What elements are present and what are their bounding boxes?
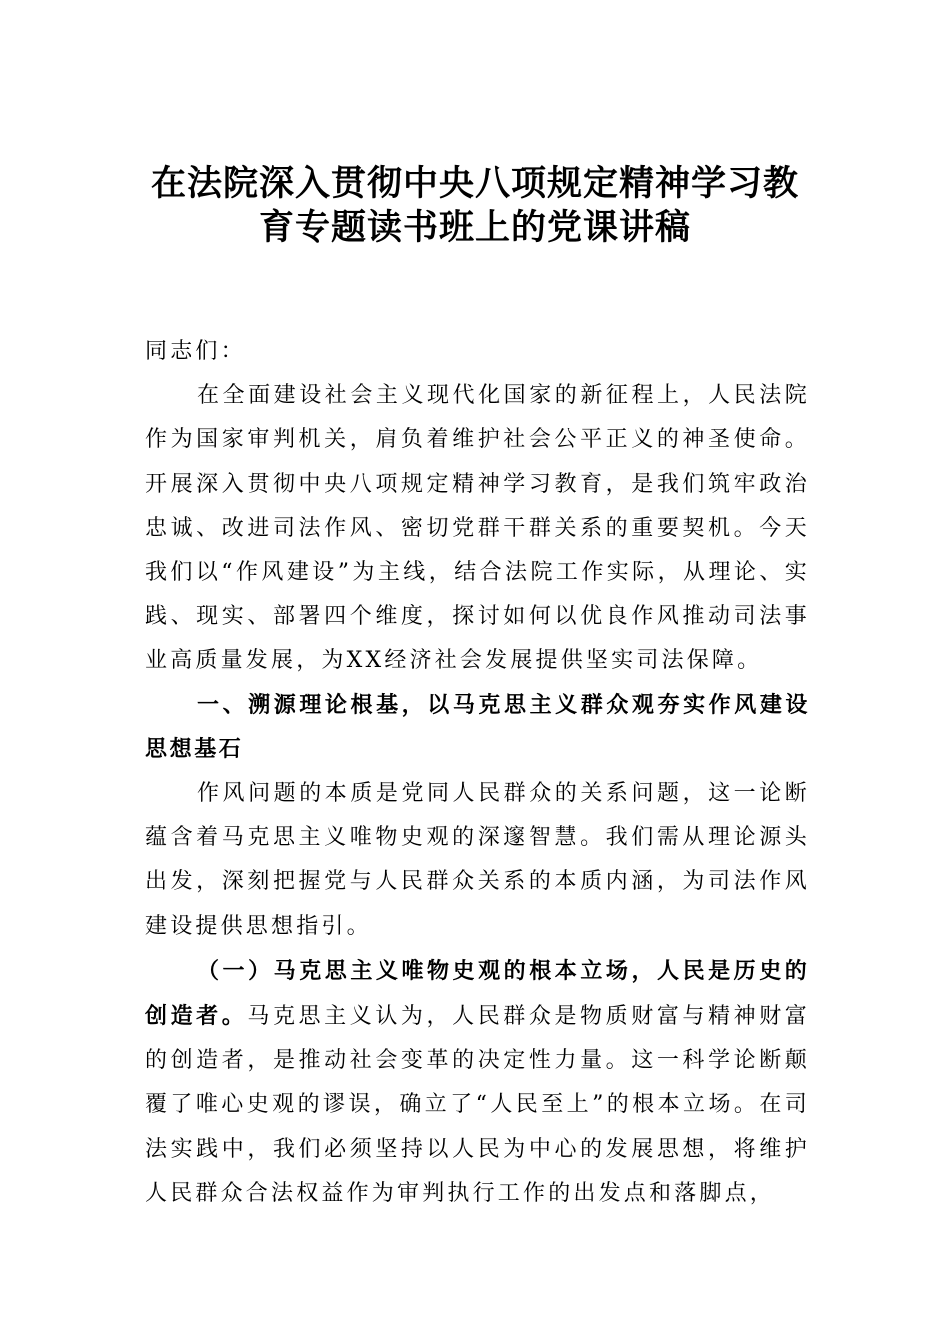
document-body xyxy=(145,330,810,1216)
intro-paragraph: 在全面建设社会主义现代化国家的新征程上，人民法院作为国家审判机关，肩负着维护社会公平正义的神圣使命。开展深入贯彻中央八项规定精神学习教育，是我们筑牢政治忠诚、改进司法作风、密切党群干群关系的重要契机。今天我们以“作风建设”为主线，结合法院工作实际，从理论、实践、现实、部署四个维度，探讨如何以优良作风推动司法事业高质量发展，为XX经济社会发展提供坚实司法保障。 xyxy=(145,383,810,674)
document-title-line-1: 在法院深入贯彻中央八项规定精神学习教 xyxy=(150,164,799,204)
section-1-paragraph: 作风问题的本质是党同人民群众的关系问题，这一论断蕴含着马克思主义唯物史观的深邃智慧。我们需从理论源头出发，深刻把握党与人民群众关系的本质内涵，为司法作风建设提供思想指引。 xyxy=(145,781,810,939)
subsection-1-text: 马克思主义认为，人民群众是物质财富与精神财富的创造者，是推动社会变革的决定性力量。这一科学论断颠覆了唯心史观的谬误，确立了“人民至上”的根本立场。在司法实践中，我们必须坚持以人民为中心的发展思想，将维护人民群众合法权益作为审判执行工作的出发点和落脚点， xyxy=(145,1004,810,1206)
subsection-1-paragraph xyxy=(145,949,810,1216)
salutation: 同志们： xyxy=(145,339,246,364)
section-1-heading: 一、溯源理论根基，以马克思主义群众观夯实作风建设思想基石 xyxy=(145,692,810,762)
subsection-1-lead: （一）马克思主义唯物史观的根本立场，人民是历史的创造者。 xyxy=(145,957,810,1030)
document-title-line-2: 育专题读书班上的党课讲稿 xyxy=(258,208,691,248)
